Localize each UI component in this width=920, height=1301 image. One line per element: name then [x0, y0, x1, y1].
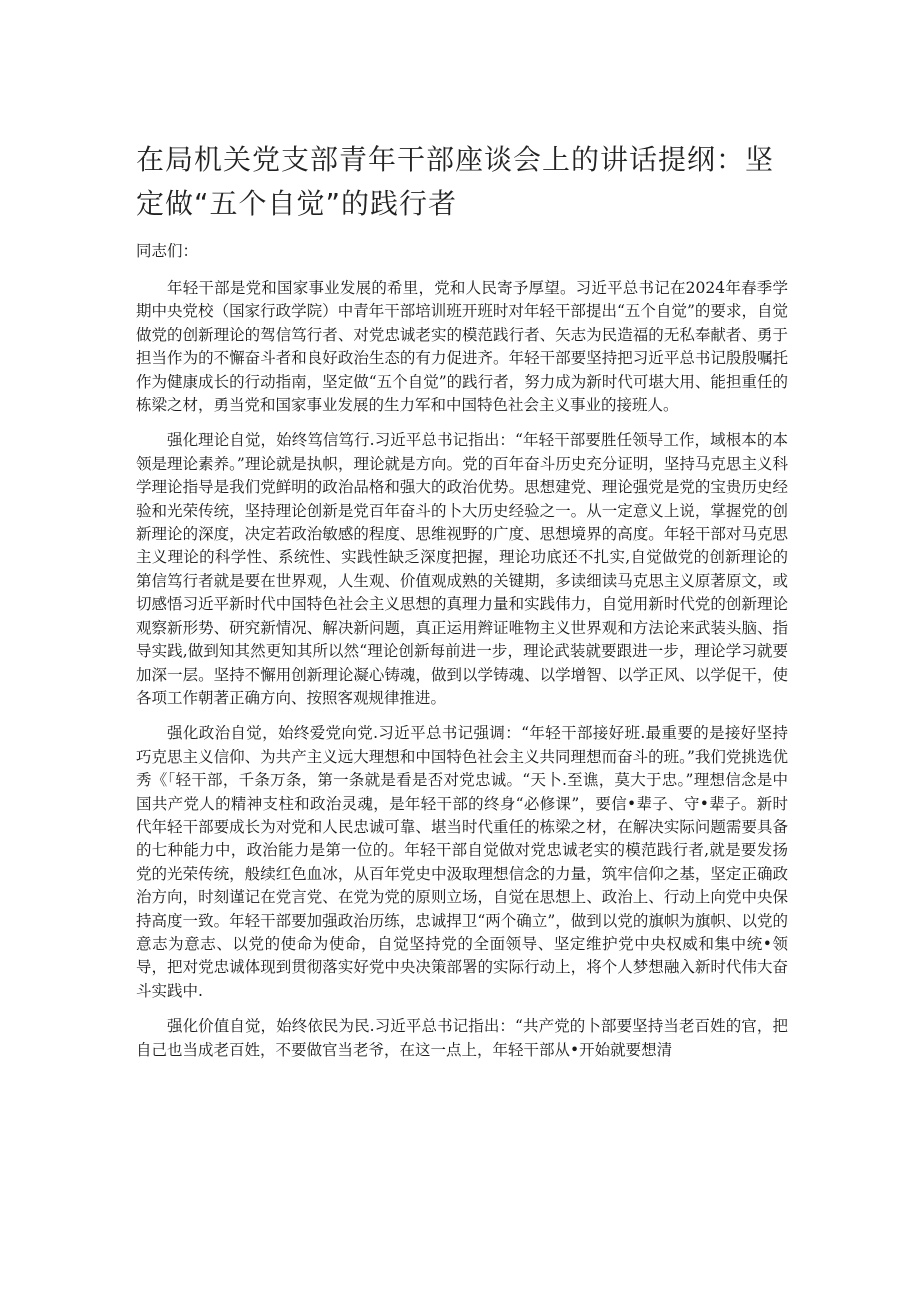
paragraph-values: 强化价值自觉，始终依民为民.习近平总书记指出：“共产党的卜部要坚持当老百姓的官，把自己也当成老百姓，不要做官当老爷，在这一点上，年轻干部从•开始就要想清: [136, 1017, 788, 1059]
paragraph-intro: 年轻干部是党和国家事业发展的希里，党和人民寄予厚望。习近平总书记在2024年春季学期中央党校（国家行政学院）中青年干部培训班开班时对年轻干部提出“五个自觉”的要求，自觉做党的创新理论的驾信笃行者、对党忠诚老实的模范践行者、矢志为民造福的无私奉献者、勇于担当作为的不懈奋斗者和良好政治生态的有力促进齐。年轻干部要坚持把习近平总书记殷殷嘱托作为健康成长的行动指南，坚定做“五个自觉”的践行者，努力成为新时代可堪大用、能担重任的栋梁之材，勇当党和国家事业发展的生力军和中国特色社会主义事业的接班人。: [136, 279, 788, 415]
paragraph-theory: 强化理论自觉，始终笃信笃行.习近平总书记指出：“年轻干部要胜任领导工作，域根本的本领是理论素养。”理论就是执帜，理论就是方向。党的百年奋斗历史充分证明，坚持马克思主义科学理论指导是我们党鲜明的政治品格和强大的政治优势。思想建党、理论强党是党的宝贵历史经验和光荣传统，坚持理论创新是党百年奋斗的卜大历史经验之一。从一定意义上说，掌握党的创新理论的深度，决定若政治敏感的程度、思维视野的广度、思想境界的高度。年轻干部对马克思主义理论的科学性、系统性、实践性缺乏深度把握，理论功底还不扎实,自觉做党的创新理论的第信笃行者就是要在世界观，人生观、价值观成熟的关键期，多读细读马克思主义原著原文，或切感悟习近平新时代中国特色社会主义思想的真理力量和实践伟力，自觉用新时代党的创新理论观察新形势、研究新情况、解决新问题，真正运用辫证唯物主义世界观和方法论来武装头脑、指导实践,做到知其然更知其所以然“理论创新每前进一步，理论武装就要跟进一步，理论学习就要加深一层。坚持不懈用创新理论凝心铸魂，做到以学铸魂、以学增智、以学正风、以学促干，使各项工作朝著正确方向、按照客观规律推进。: [136, 431, 788, 707]
paragraph-politics: 强化政治自觉，始终爱党向党.习近平总书记强调：“年轻干部接好班.最重要的是接好坚持巧克思主义信仰、为共产主义远大理想和中国特色社会主义共同理想而奋斗的班。”我们党挑选优秀《「轻干部，千条万条，第一条就是看是否对党忠诚。“天卜.至谯，莫大于忠。”理想信念是中国共产党人的精神支柱和政治灵魂，是年轻干部的终身“必修课”，要信•辈子、守•辈子。新时代年轻干部要成长为对党和人民忠诚可靠、堪当时代重任的栋梁之材，在解决实际问题需要具备的七种能力中，政治能力是第一位的。年轻干部自觉做对党忠诚老实的模范践行者,就是要发扬党的光荣传统，般续红色血冰，从百年党史中汲取理想信念的力量，筑牢信仰之基，坚定正确政治方向，时刻谨记在党言党、在党为党的原则立场，自觉在思想上、政治上、行动上向党中央保持高度一致。年轻干部要加强政治历练，忠诚捍卫“两个确立”，做到以党的旗帜为旗帜、以党的意志为意志、以党的使命为使命，自觉坚持党的全面领导、坚定维护党中央权威和集中统•领导，把对党忠诚体现到贯彻落实好党中央决策部署的实际行动上，将个人梦想融入新时代伟大奋斗实践中.: [136, 724, 788, 1000]
salutation: 同志们：: [136, 242, 199, 260]
document-title: 在局机关党支部青年干部座谈会上的讲话提纲：坚定做“五个自觉”的践行者: [136, 143, 775, 220]
document-page: [136, 138, 788, 1074]
